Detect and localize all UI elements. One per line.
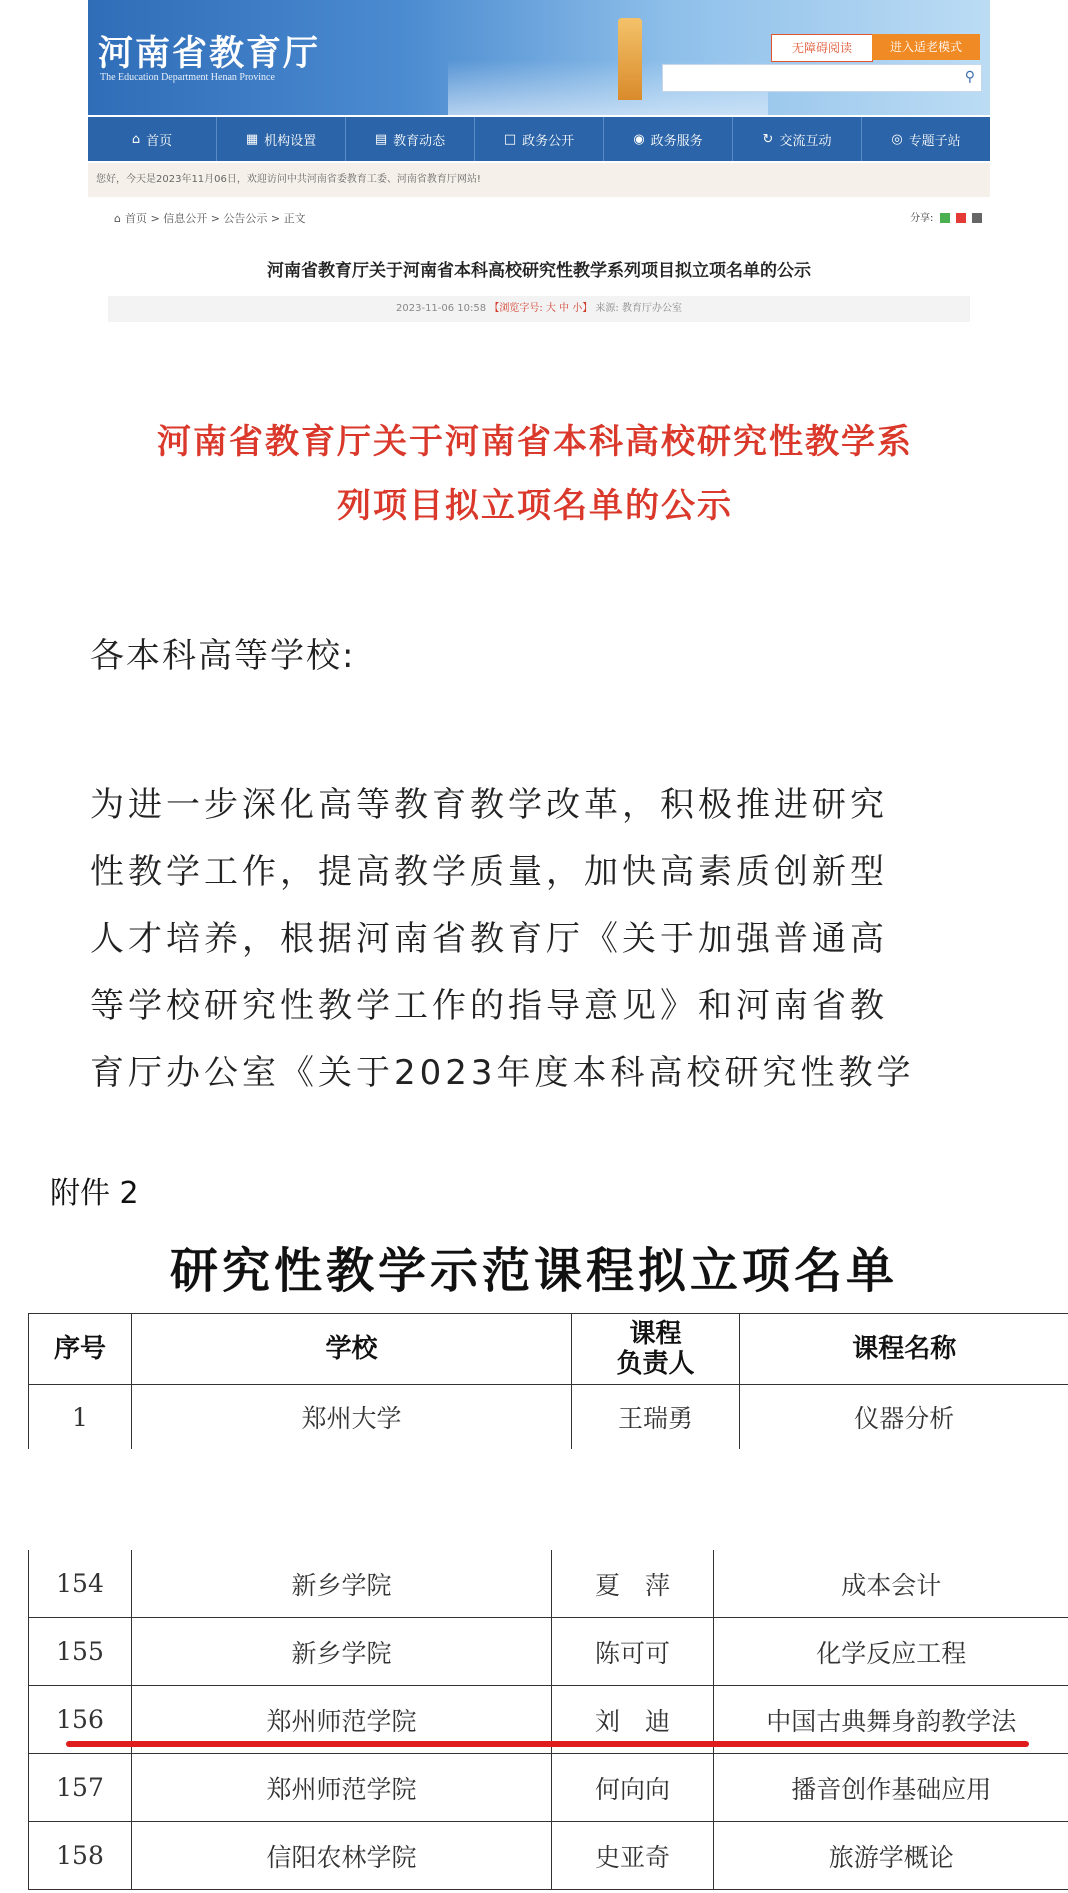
cell-school: 新乡学院 <box>132 1550 552 1618</box>
attachment-label: 附件 2 <box>50 1176 139 1211</box>
breadcrumb-text[interactable]: 首页 > 信息公开 > 公告公示 > 正文 <box>124 212 306 225</box>
table-header-row <box>29 1314 1068 1385</box>
highlight-underline <box>66 1741 1029 1747</box>
cell-index: 1 <box>29 1385 132 1450</box>
cell-course: 化学反应工程 <box>714 1618 1068 1686</box>
topic-icon: ◎ <box>891 131 903 147</box>
nav-label: 交流互动 <box>779 133 832 149</box>
share-wechat-icon[interactable] <box>940 213 950 223</box>
meta-source: 来源: 教育厅办公室 <box>595 303 682 314</box>
cell-index: 158 <box>29 1822 132 1890</box>
elderly-mode-button[interactable]: 进入适老模式 <box>872 34 980 60</box>
nav-home[interactable] <box>88 117 217 161</box>
cell-leader: 刘 迪 <box>552 1686 714 1754</box>
header-leader <box>572 1314 740 1385</box>
body-paragraph <box>90 772 1010 1107</box>
cell-course: 仪器分析 <box>740 1385 1068 1450</box>
document-title <box>60 410 1010 538</box>
nav-label: 政务公开 <box>522 133 575 149</box>
cell-index: 155 <box>29 1618 132 1686</box>
header-index: 序号 <box>29 1314 132 1385</box>
table-row <box>29 1550 1068 1618</box>
table-row <box>29 1385 1068 1450</box>
paragraph-line: 等学校研究性教学工作的指导意见》和河南省教 <box>90 986 888 1026</box>
paragraph-line: 性教学工作，提高教学质量，加快高素质创新型 <box>90 852 888 892</box>
share-label: 分享: <box>910 213 934 224</box>
article-meta <box>108 296 970 322</box>
course-table-top <box>28 1313 1068 1449</box>
site-logo-subtitle: The Education Department Henan Province <box>100 72 275 83</box>
font-size-switch[interactable]: 【浏览字号: 大 中 小】 <box>489 303 593 314</box>
site-banner <box>88 0 990 115</box>
table-title: 研究性教学示范课程拟立项名单 <box>169 1243 898 1299</box>
share-bar <box>910 205 982 233</box>
table-row <box>29 1618 1068 1686</box>
cell-leader: 陈可可 <box>552 1618 714 1686</box>
cell-index: 156 <box>29 1686 132 1754</box>
share-weibo-icon[interactable] <box>956 213 966 223</box>
paragraph-line: 为进一步深化高等教育教学改革，积极推进研究 <box>90 785 888 825</box>
cell-school: 郑州师范学院 <box>132 1686 552 1754</box>
breadcrumb <box>88 205 990 233</box>
website-screenshot <box>88 0 990 335</box>
welcome-bar: 您好，今天是2023年11月06日，欢迎访问中共河南省委教育工委、河南省教育厅网站! <box>88 163 990 197</box>
site-search-input[interactable] <box>662 64 982 92</box>
nav-label: 教育动态 <box>393 133 446 149</box>
meta-date: 2023-11-06 10:58 <box>396 303 487 314</box>
nav-news[interactable] <box>346 117 475 161</box>
course-table-bottom <box>28 1550 1068 1890</box>
header-school: 学校 <box>132 1314 572 1385</box>
nav-interact[interactable] <box>733 117 862 161</box>
org-icon: ▦ <box>245 131 259 147</box>
cell-school: 郑州师范学院 <box>132 1754 552 1822</box>
service-icon: ◉ <box>633 131 645 147</box>
table-row <box>29 1754 1068 1822</box>
cell-school: 郑州大学 <box>132 1385 572 1450</box>
nav-label: 专题子站 <box>908 133 961 149</box>
site-logo-title[interactable]: 河南省教育厅 <box>98 33 321 74</box>
cell-leader: 史亚奇 <box>552 1822 714 1890</box>
interact-icon: ↻ <box>762 131 774 147</box>
news-icon: ▤ <box>374 131 388 147</box>
cell-leader: 王瑞勇 <box>572 1385 740 1450</box>
cell-course: 成本会计 <box>714 1550 1068 1618</box>
cell-index: 157 <box>29 1754 132 1822</box>
cell-leader: 夏 萍 <box>552 1550 714 1618</box>
paragraph-line: 育厅办公室《关于2023年度本科高校研究性教学 <box>90 1053 915 1093</box>
accessible-reading-button[interactable]: 无障碍阅读 <box>771 34 873 62</box>
nav-label: 政务服务 <box>650 133 703 149</box>
print-icon[interactable] <box>972 213 982 223</box>
cell-school: 信阳农林学院 <box>132 1822 552 1890</box>
cell-leader: 何向向 <box>552 1754 714 1822</box>
gov-open-icon: □ <box>503 131 517 147</box>
salutation: 各本科高等学校: <box>90 636 356 676</box>
document-title-line: 列项目拟立项名单的公示 <box>337 486 733 526</box>
article-title: 河南省教育厅关于河南省本科高校研究性教学系列项目拟立项名单的公示 <box>267 261 811 281</box>
home-icon[interactable]: ⌂ <box>114 212 121 225</box>
cell-course: 播音创作基础应用 <box>714 1754 1068 1822</box>
nav-topic[interactable] <box>862 117 990 161</box>
table-row <box>29 1822 1068 1890</box>
nav-label: 机构设置 <box>264 133 317 149</box>
cell-course: 旅游学概论 <box>714 1822 1068 1890</box>
home-icon: ⌂ <box>131 131 141 147</box>
cell-school: 新乡学院 <box>132 1618 552 1686</box>
search-icon[interactable]: ⚲ <box>964 69 975 85</box>
nav-label: 首页 <box>146 133 173 149</box>
tower-image <box>618 18 642 100</box>
paragraph-line: 人才培养，根据河南省教育厅《关于加强普通高 <box>90 919 888 959</box>
nav-gov-open[interactable] <box>475 117 604 161</box>
cell-index: 154 <box>29 1550 132 1618</box>
main-nav <box>88 117 990 161</box>
nav-org[interactable] <box>217 117 346 161</box>
header-course: 课程名称 <box>740 1314 1068 1385</box>
cell-course: 中国古典舞身韵教学法 <box>714 1686 1068 1754</box>
document-title-line: 河南省教育厅关于河南省本科高校研究性教学系 <box>157 422 913 462</box>
header-leader-text: 课程 负责人 <box>616 1319 695 1379</box>
nav-service[interactable] <box>604 117 733 161</box>
